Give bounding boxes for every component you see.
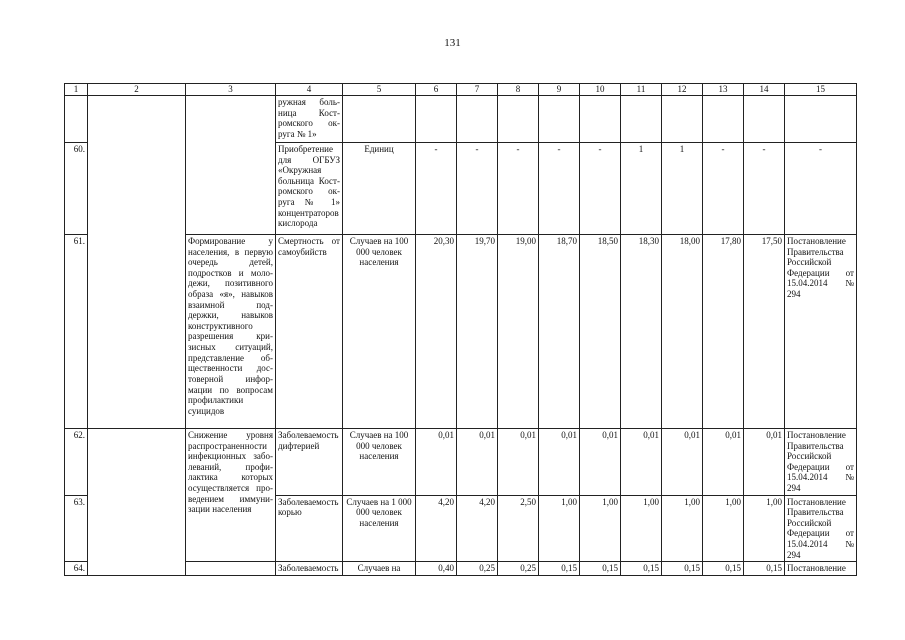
cell-basis: Постановление Правительства Российской Федерации от 15.04.2014 № 294 — [785, 429, 857, 496]
cell-value: 1,00 — [539, 495, 580, 562]
indicator-table — [64, 83, 857, 576]
cell-value: 0,25 — [457, 562, 498, 576]
header-col-5: 5 — [343, 84, 416, 96]
cell-value: 0,01 — [662, 429, 703, 496]
cell-unit: Единиц — [343, 143, 416, 235]
header-col-6: 6 — [416, 84, 457, 96]
cell-value: - — [539, 143, 580, 235]
header-row — [65, 84, 857, 96]
cell-value: 20,30 — [416, 235, 457, 429]
cell-goal — [186, 562, 276, 576]
header-col-12: 12 — [662, 84, 703, 96]
header-col-11: 11 — [621, 84, 662, 96]
cell-basis: Постановление Правительства Российской Федерации от 15.04.2014 № 294 — [785, 495, 857, 562]
cell-value: 0,15 — [703, 562, 744, 576]
cell-value: 1,00 — [580, 495, 621, 562]
cell-value: 18,70 — [539, 235, 580, 429]
cell-basis: Постановление — [785, 562, 857, 576]
header-col-4: 4 — [276, 84, 343, 96]
header-col-14: 14 — [744, 84, 785, 96]
cell-value: - — [744, 143, 785, 235]
cell-value: 0,01 — [539, 429, 580, 496]
header-col-7: 7 — [457, 84, 498, 96]
cell-value: 1,00 — [662, 495, 703, 562]
cell-value: 0,15 — [539, 562, 580, 576]
cell-col2 — [88, 429, 186, 576]
cell-value: 1,00 — [621, 495, 662, 562]
table-row — [65, 96, 857, 143]
header-col-15: 15 — [785, 84, 857, 96]
header-col-2: 2 — [88, 84, 186, 96]
cell-indicator: Заболеваемость корью — [276, 495, 343, 562]
cell-col2 — [88, 96, 186, 429]
cell-value: 0,15 — [621, 562, 662, 576]
cell-value: 1 — [662, 143, 703, 235]
cell-value: 1,00 — [703, 495, 744, 562]
cell-value: 0,01 — [457, 429, 498, 496]
cell-unit: Случаев на 100 000 человек населения — [343, 235, 416, 429]
row-number: 61. — [65, 235, 88, 429]
cell-value: 0,15 — [662, 562, 703, 576]
cell-goal: Снижение уровня распространенности инфекционных забо- леваний, профи- лактика которых осуществляется про- ведением иммуни- зации населения — [186, 429, 276, 562]
cell-value: 17,50 — [744, 235, 785, 429]
row-number: 64. — [65, 562, 88, 576]
cell-indicator: Заболеваемость дифтерией — [276, 429, 343, 496]
cell-value: 0,01 — [621, 429, 662, 496]
header-col-8: 8 — [498, 84, 539, 96]
cell-basis — [785, 96, 857, 143]
cell-value: 18,00 — [662, 235, 703, 429]
cell-value: 19,70 — [457, 235, 498, 429]
cell-no — [65, 96, 88, 143]
cell-value: 17,80 — [703, 235, 744, 429]
cell-goal: Формирование у населения, в первую очередь детей, подростков и моло- дежи, позитивного образа «я», навыков взаимной под- держки, навыков конструктивного разрешения кри- зисных ситуаций, представление об- щественности дос- товерной инфор- мации по вопросам профилактики суицидов — [186, 235, 276, 429]
table-row — [65, 429, 857, 496]
cell-value: 0,01 — [416, 429, 457, 496]
row-number: 63. — [65, 495, 88, 562]
cell-value: 0,01 — [580, 429, 621, 496]
cell-value: - — [416, 143, 457, 235]
cell-value: - — [457, 143, 498, 235]
cell-value: 0,40 — [416, 562, 457, 576]
cell-indicator: Смертность от самоубийств — [276, 235, 343, 429]
cell-value: 1 — [621, 143, 662, 235]
cell-indicator: Приобретение для ОГБУЗ «Окружная больница Кост- ромского ок- руга № 1» концентраторов кислорода — [276, 143, 343, 235]
cell-indicator: Заболеваемость — [276, 562, 343, 576]
row-number: 62. — [65, 429, 88, 496]
header-col-9: 9 — [539, 84, 580, 96]
header-col-3: 3 — [186, 84, 276, 96]
header-col-10: 10 — [580, 84, 621, 96]
cell-value: - — [703, 143, 744, 235]
cell-value: 18,30 — [621, 235, 662, 429]
cell-value: 0,01 — [498, 429, 539, 496]
cell-value: 18,50 — [580, 235, 621, 429]
cell-value: 0,01 — [744, 429, 785, 496]
cell-indicator: ружная боль- ница Кост- ромского ок- руга № 1» — [276, 96, 343, 143]
cell-value: 0,01 — [703, 429, 744, 496]
cell-value: 19,00 — [498, 235, 539, 429]
header-col-1: 1 — [65, 84, 88, 96]
cell-unit: Случаев на 100 000 человек населения — [343, 429, 416, 496]
cell-value: - — [498, 143, 539, 235]
cell-col3 — [186, 96, 276, 235]
cell-unit — [343, 96, 416, 143]
cell-value: 1,00 — [744, 495, 785, 562]
cell-value: 4,20 — [457, 495, 498, 562]
cell-value: 0,15 — [744, 562, 785, 576]
cell-unit: Случаев на 1 000 000 человек населения — [343, 495, 416, 562]
cell-value: - — [580, 143, 621, 235]
cell-value: 0,15 — [580, 562, 621, 576]
cell-basis: - — [785, 143, 857, 235]
cell-value: 4,20 — [416, 495, 457, 562]
cell-value: 0,25 — [498, 562, 539, 576]
cell-unit: Случаев на — [343, 562, 416, 576]
page-number: 131 — [444, 37, 461, 49]
header-col-13: 13 — [703, 84, 744, 96]
cell-basis: Постановление Правительства Российской Федерации от 15.04.2014 № 294 — [785, 235, 857, 429]
cell-value: 2,50 — [498, 495, 539, 562]
row-number: 60. — [65, 143, 88, 235]
